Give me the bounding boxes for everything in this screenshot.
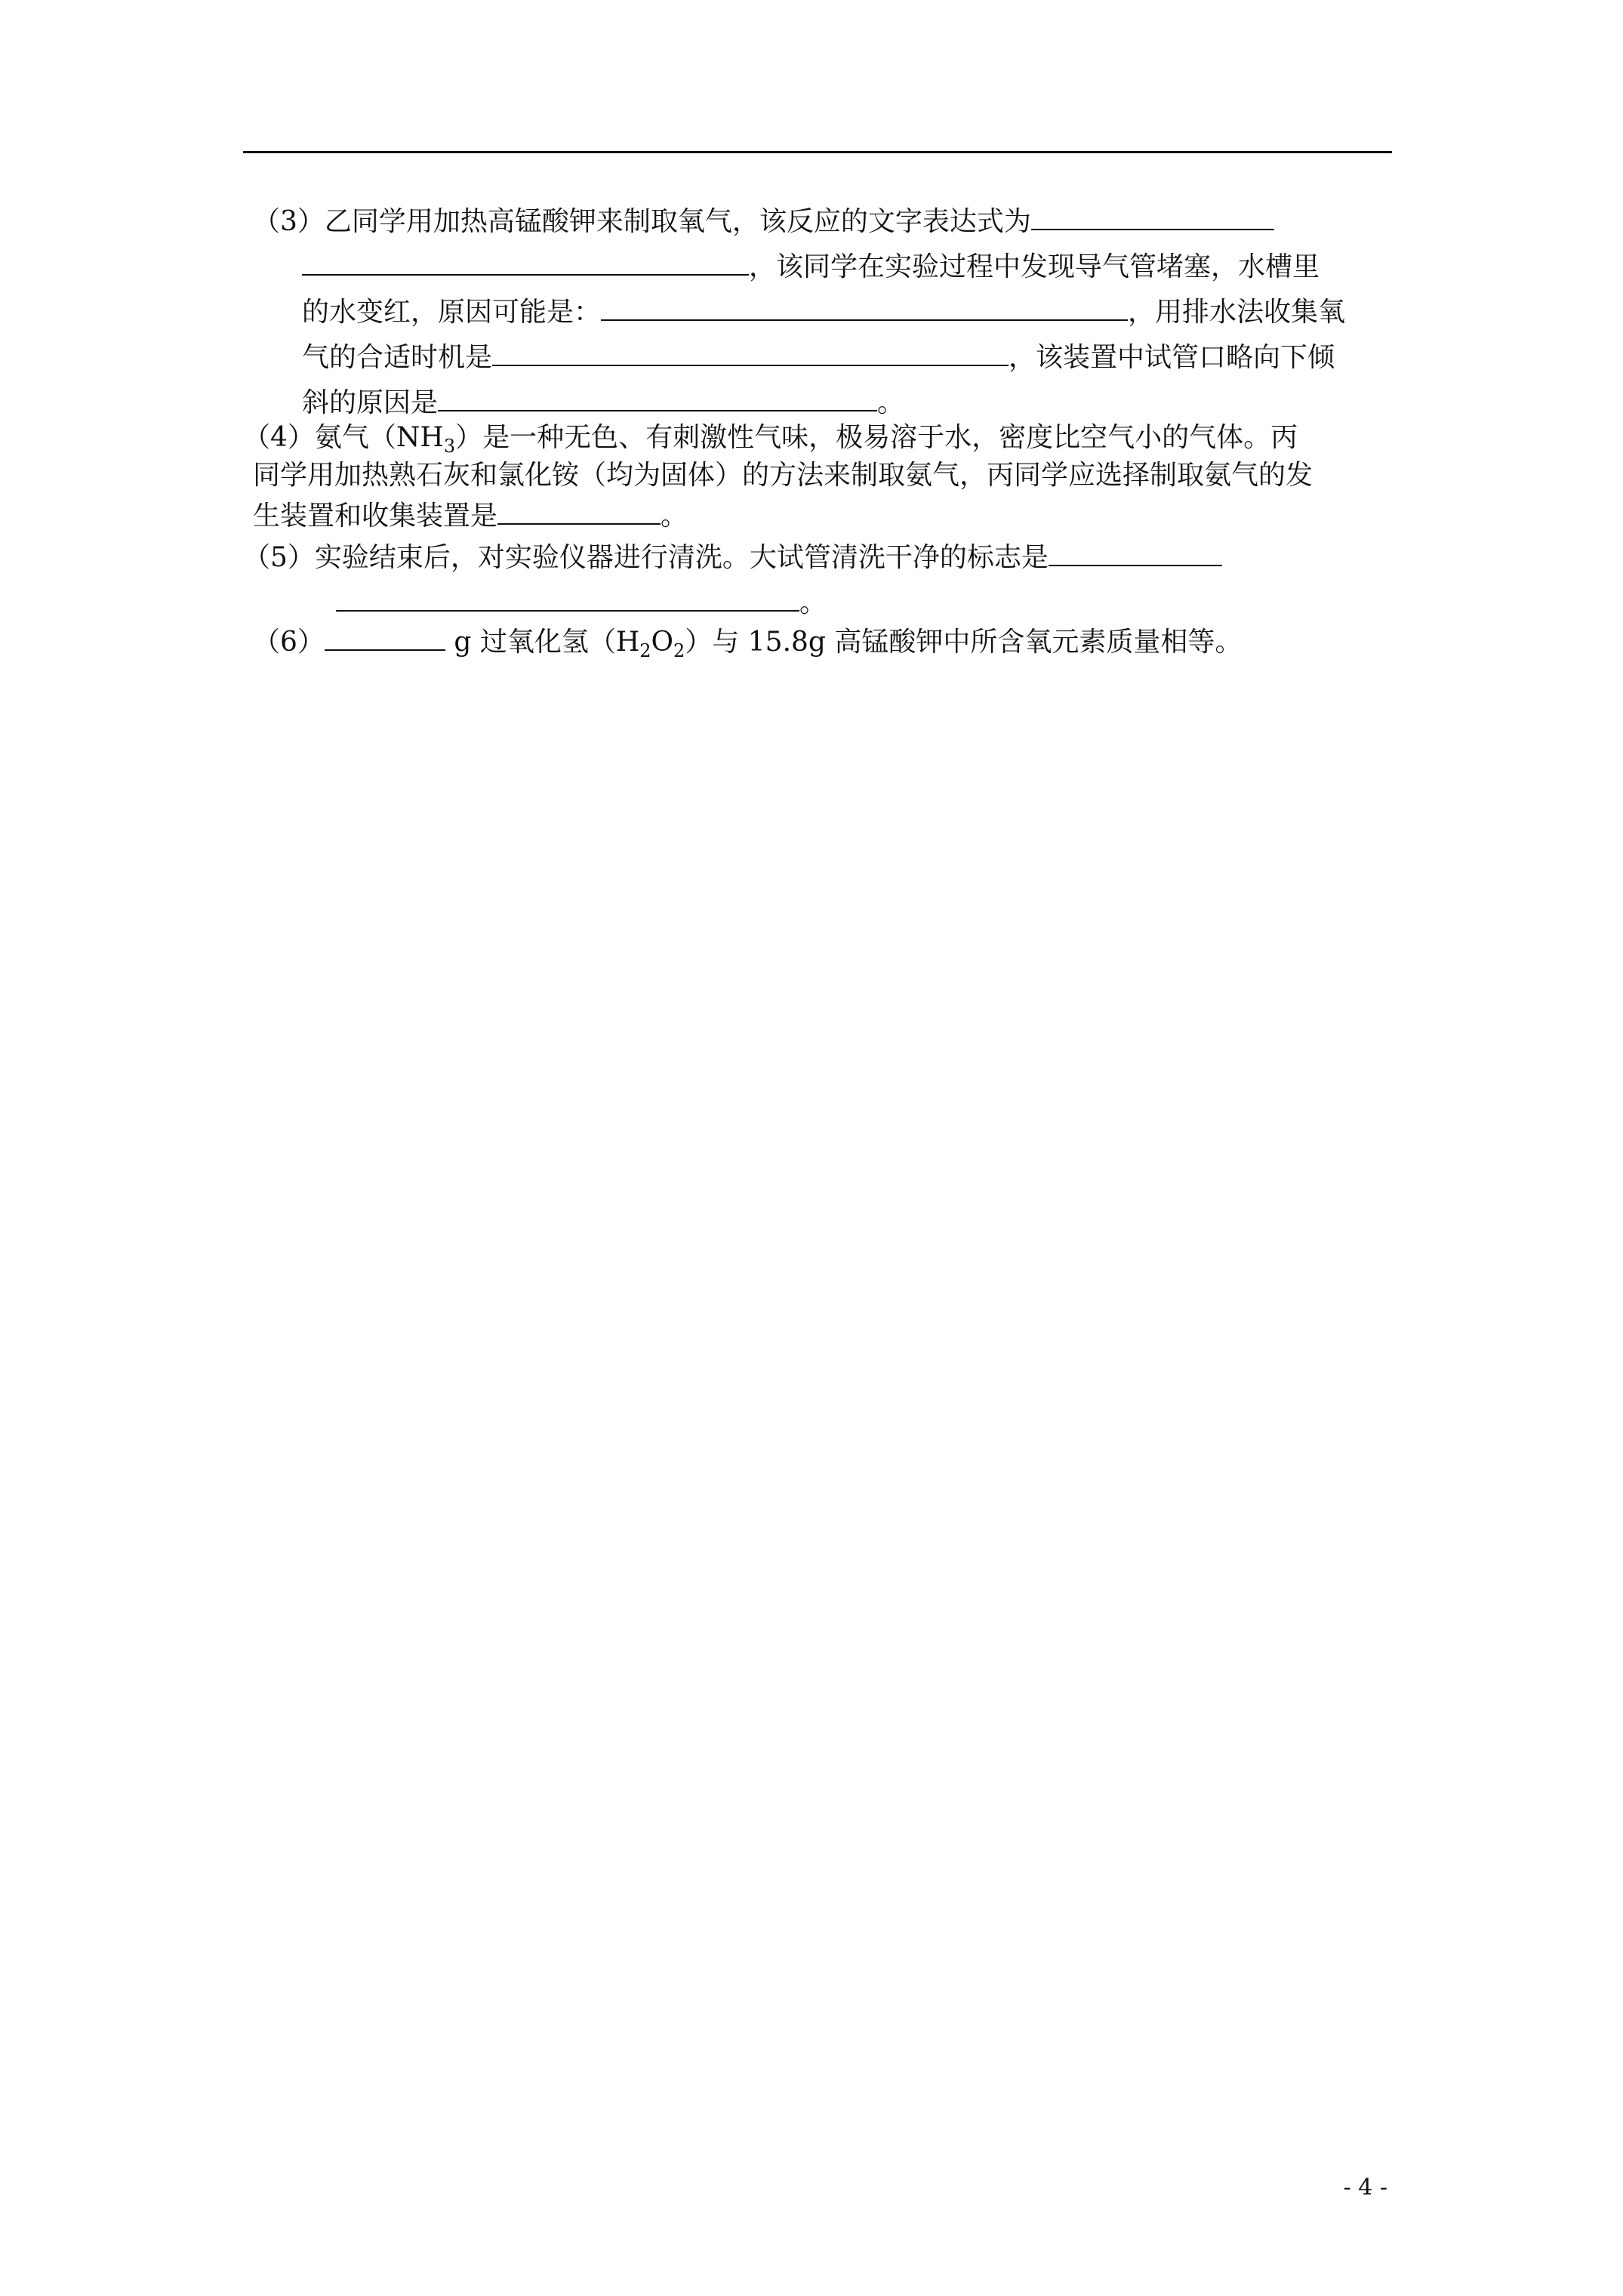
q4-subscript: 3 [443,436,456,458]
q4-line-3 [253,495,688,535]
q3-line-2 [302,245,1320,286]
q4-text-3a: 生装置和收集装置是 [253,501,498,532]
q5-blank-clean-sign-cont[interactable] [336,581,799,612]
q3-line-5 [302,381,904,422]
q4-text-3b: 。 [661,501,688,532]
q3-line-1 [253,200,1274,241]
q3-text-3b: ，用排水法收集氧 [1128,297,1346,328]
q4-text-2: 同学用加热熟石灰和氯化铵（均为固体）的方法来制取氨气，丙同学应选择制取氨气的发 [253,460,1313,491]
q6-blank-mass[interactable] [325,621,445,651]
q4-line-2 [253,457,1313,495]
q3-line-4 [302,336,1335,377]
q4-text-1b: ）是一种无色、有刺激性气味，极易溶于水，密度比空气小的气体。丙 [455,422,1298,453]
q3-text-5b: 。 [877,387,905,418]
q3-text-3a: 的水变红，原因可能是： [302,297,602,328]
q3-blank-timing[interactable] [492,336,1009,366]
q6-line [253,621,1242,670]
q4-text-1a: （4）氨气（NH [243,422,444,453]
q6-text-c: O [651,627,674,658]
q6-subscript-1: 2 [639,640,651,662]
q4-blank-apparatus[interactable] [497,495,661,525]
q6-subscript-2: 2 [673,640,685,662]
q6-text-a: （6） [253,627,325,658]
q6-text-d: ）与 15.8g 高锰酸钾中所含氧元素质量相等。 [685,627,1243,658]
q3-blank-expression[interactable] [1031,200,1274,230]
header-rule [243,151,1392,153]
q3-blank-reason[interactable] [601,291,1128,321]
q3-text-4a: 气的合适时机是 [302,342,493,373]
q5-line-1 [243,536,1222,577]
q3-line-3 [302,291,1345,331]
q5-text-1: （5）实验结束后，对实验仪器进行清洗。大试管清洗干净的标志是 [243,542,1049,573]
q3-text-5a: 斜的原因是 [302,387,439,418]
page-number: - 4 - [1343,2174,1387,2201]
q6-text-b: g 过氧化氢（H [445,627,640,658]
q3-text-4b: ，该装置中试管口略向下倾 [1009,342,1335,373]
q3-text-2: ，该同学在实验过程中发现导气管堵塞，水槽里 [749,251,1320,282]
q5-blank-clean-sign[interactable] [1049,536,1222,566]
q3-blank-tilt-reason[interactable] [438,381,877,411]
q3-text-1: （3）乙同学用加热高锰酸钾来制取氧气，该反应的文字表达式为 [253,206,1031,237]
q3-blank-expression-cont[interactable] [302,245,749,276]
q5-text-2: 。 [799,587,827,618]
q5-line-2 [336,581,827,622]
